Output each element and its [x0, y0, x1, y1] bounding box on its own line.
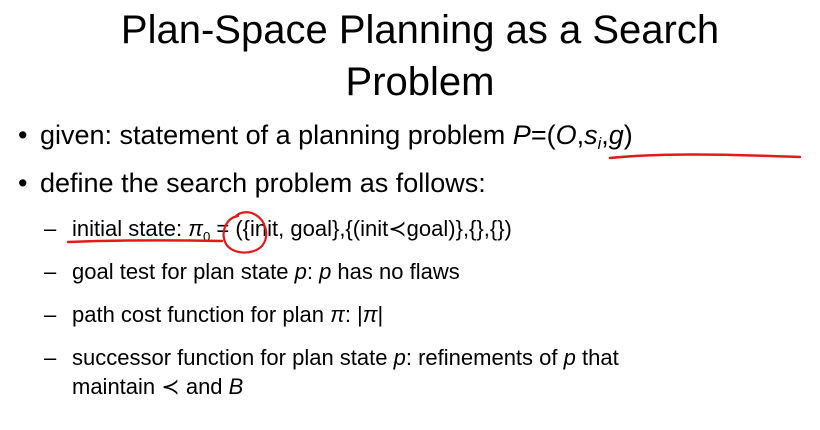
math-p: p: [294, 259, 307, 284]
math-P: P: [512, 120, 531, 150]
goal-test-text: goal test for plan state: [72, 259, 295, 284]
successor-maintain: maintain: [72, 374, 162, 399]
initial-state-value-end: goal)},{},{}): [406, 216, 512, 241]
math-B: B: [228, 374, 244, 399]
math-comma: ,: [601, 120, 609, 150]
precedes-symbol: ≺: [388, 216, 407, 241]
dash-marker: –: [44, 216, 57, 241]
initial-state-value: = ({init, goal},{(init: [210, 216, 389, 241]
dash-marker: –: [44, 302, 57, 327]
bullet-marker: •: [18, 168, 28, 198]
math-p: p: [393, 345, 406, 370]
subitem-path-cost: [44, 300, 383, 329]
successor-text: successor function for plan state: [72, 345, 394, 370]
path-cost-sep: : |: [344, 302, 363, 327]
math-pi: π: [330, 302, 345, 327]
math-close: ): [623, 120, 633, 150]
goal-test-end: has no flaws: [331, 259, 460, 284]
bullet-define-text: define the search problem as follows:: [40, 168, 486, 198]
math-s-sub: i: [597, 135, 602, 153]
math-p: p: [319, 259, 332, 284]
successor-line-2: [44, 372, 619, 401]
successor-mid: : refinements of: [405, 345, 564, 370]
math-p: p: [563, 345, 576, 370]
dash-marker: –: [44, 259, 57, 284]
math-O: O: [555, 120, 577, 150]
underline-P-tuple: [610, 155, 800, 159]
math-g: g: [608, 120, 624, 150]
path-cost-text: path cost function for plan: [72, 302, 331, 327]
math-pi: π: [362, 302, 378, 327]
title-line-1: Plan-Space Planning as a Search: [120, 8, 720, 52]
subitem-successor: [44, 343, 619, 401]
bullet-given: [18, 118, 633, 161]
subitem-goal-test: [44, 257, 460, 286]
math-comma: ,: [576, 120, 585, 150]
title-line-2: Problem: [345, 60, 495, 104]
bullet-marker: •: [18, 120, 28, 150]
math-pi-sub: 0: [202, 229, 211, 244]
path-cost-end: |: [377, 302, 384, 327]
subitem-initial-state: [44, 214, 512, 251]
successor-end: that: [575, 345, 619, 370]
bullet-define: [18, 166, 486, 200]
dash-marker: –: [44, 345, 57, 370]
math-s: s: [584, 120, 598, 150]
precedes-symbol: ≺: [161, 374, 180, 399]
initial-state-label: initial state:: [72, 216, 183, 241]
math-eq: =(: [530, 120, 556, 150]
bullet-given-text: given: statement of a planning problem: [40, 120, 513, 150]
successor-and: and: [179, 374, 229, 399]
math-pi: π: [188, 216, 203, 241]
slide-title: [40, 4, 800, 108]
goal-test-sep: :: [306, 259, 320, 284]
